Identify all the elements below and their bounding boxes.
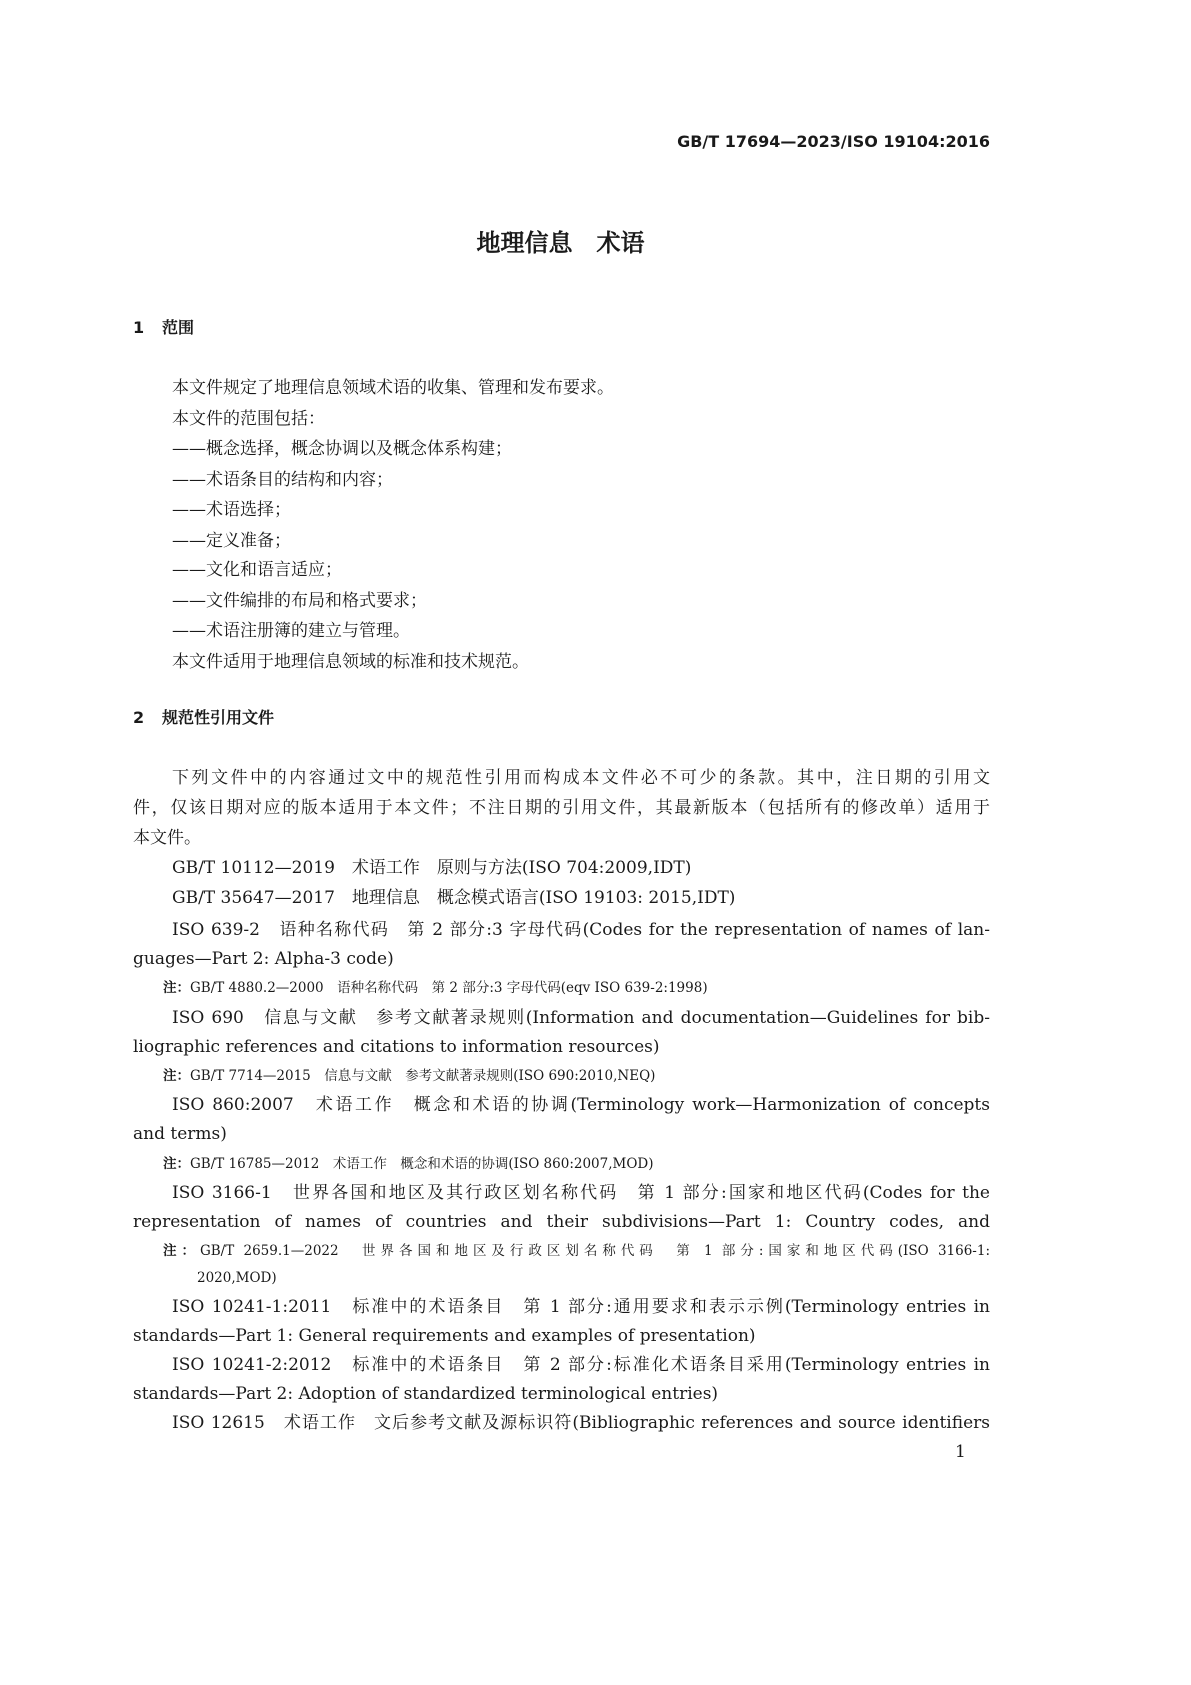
note-label: 注：: [163, 1156, 190, 1172]
section-1-heading: [133, 317, 194, 339]
note-text: GB/T 7714—2015 信息与文献 参考文献著录规则(ISO 690:2010,NEQ): [190, 1068, 656, 1084]
reference-note: [163, 977, 708, 999]
note-text: GB/T 16785—2012 术语工作 概念和术语的协调(ISO 860:2007,MOD): [190, 1156, 654, 1172]
list-item: ——术语选择；: [172, 500, 291, 520]
reference-note: [163, 1065, 655, 1087]
reference-note-continued: 2020,MOD): [197, 1270, 277, 1286]
reference-entry: ISO 3166-1 世界各国和地区及其行政区划名称代码 第 1 部分:国家和地区代码(Codes for the: [172, 1183, 990, 1203]
list-item: ——术语条目的结构和内容；: [172, 470, 393, 490]
paragraph-line: 本文件的范围包括：: [172, 409, 325, 429]
note-label: 注：: [163, 980, 190, 996]
reference-entry-continued: standards—Part 1: General requirements and examples of presentation): [133, 1326, 756, 1346]
section-title: 范围: [162, 318, 195, 337]
reference-entry: ISO 639-2 语种名称代码 第 2 部分:3 字母代码(Codes for the representation of names of lan-: [172, 920, 990, 940]
list-item: ——文化和语言适应；: [172, 560, 342, 580]
section-number: 2: [133, 708, 145, 727]
reference-entry: ISO 690 信息与文献 参考文献著录规则(Information and documentation—Guidelines for bib-: [172, 1008, 990, 1028]
reference-entry: GB/T 35647—2017 地理信息 概念模式语言(ISO 19103: 2015,IDT): [172, 888, 736, 908]
page-number: 1: [955, 1442, 966, 1462]
reference-entry: ISO 10241-1:2011 标准中的术语条目 第 1 部分:通用要求和表示示例(Terminology entries in: [172, 1297, 990, 1317]
list-item: ——文件编排的布局和格式要求；: [172, 591, 427, 611]
note-label: 注：: [163, 1068, 190, 1084]
reference-entry: ISO 860:2007 术语工作 概念和术语的协调(Terminology work—Harmonization of concepts: [172, 1095, 990, 1115]
note-text: GB/T 4880.2—2000 语种名称代码 第 2 部分:3 字母代码(eqv ISO 639-2:1998): [190, 980, 708, 996]
section-title: 规范性引用文件: [162, 708, 275, 727]
reference-entry-continued: representation of names of countries and their subdivisions—Part 1: Country codes, and: [133, 1212, 990, 1232]
paragraph-line: 本文件适用于地理信息领域的标准和技术规范。: [172, 652, 529, 672]
reference-entry-continued: liographic references and citations to information resources): [133, 1037, 660, 1057]
list-item: ——定义准备；: [172, 531, 291, 551]
reference-note: [163, 1153, 654, 1175]
reference-note: [163, 1240, 990, 1262]
reference-entry-continued: and terms): [133, 1124, 227, 1144]
list-item: ——概念选择，概念协调以及概念体系构建；: [172, 439, 512, 459]
page-title: 地理信息 术语: [476, 229, 645, 257]
reference-entry: ISO 12615 术语工作 文后参考文献及源标识符(Bibliographic references and source identifiers: [172, 1413, 990, 1433]
paragraph-line: 本文件。: [133, 828, 201, 848]
section-number: 1: [133, 318, 145, 337]
section-2-heading: [133, 707, 274, 729]
paragraph-line: 下列文件中的内容通过文中的规范性引用而构成本文件必不可少的条款。其中，注日期的引用文: [172, 768, 990, 788]
reference-entry: ISO 10241-2:2012 标准中的术语条目 第 2 部分:标准化术语条目采用(Terminology entries in: [172, 1355, 990, 1375]
list-item: ——术语注册簿的建立与管理。: [172, 621, 410, 641]
paragraph-line: 本文件规定了地理信息领域术语的收集、管理和发布要求。: [172, 378, 614, 398]
reference-entry-continued: standards—Part 2: Adoption of standardized terminological entries): [133, 1384, 719, 1404]
paragraph-line: 件，仅该日期对应的版本适用于本文件；不注日期的引用文件，其最新版本（包括所有的修改单）适用于: [133, 798, 990, 818]
note-label: 注：: [163, 1243, 200, 1259]
reference-entry: GB/T 10112—2019 术语工作 原则与方法(ISO 704:2009,IDT): [172, 858, 692, 878]
standard-code-header: GB/T 17694—2023/ISO 19104:2016: [677, 132, 990, 151]
note-text: GB/T 2659.1—2022 世界各国和地区及行政区划名称代码 第 1 部分:国家和地区代码(ISO 3166-1:: [199, 1243, 990, 1259]
reference-entry-continued: guages—Part 2: Alpha-3 code): [133, 949, 394, 969]
